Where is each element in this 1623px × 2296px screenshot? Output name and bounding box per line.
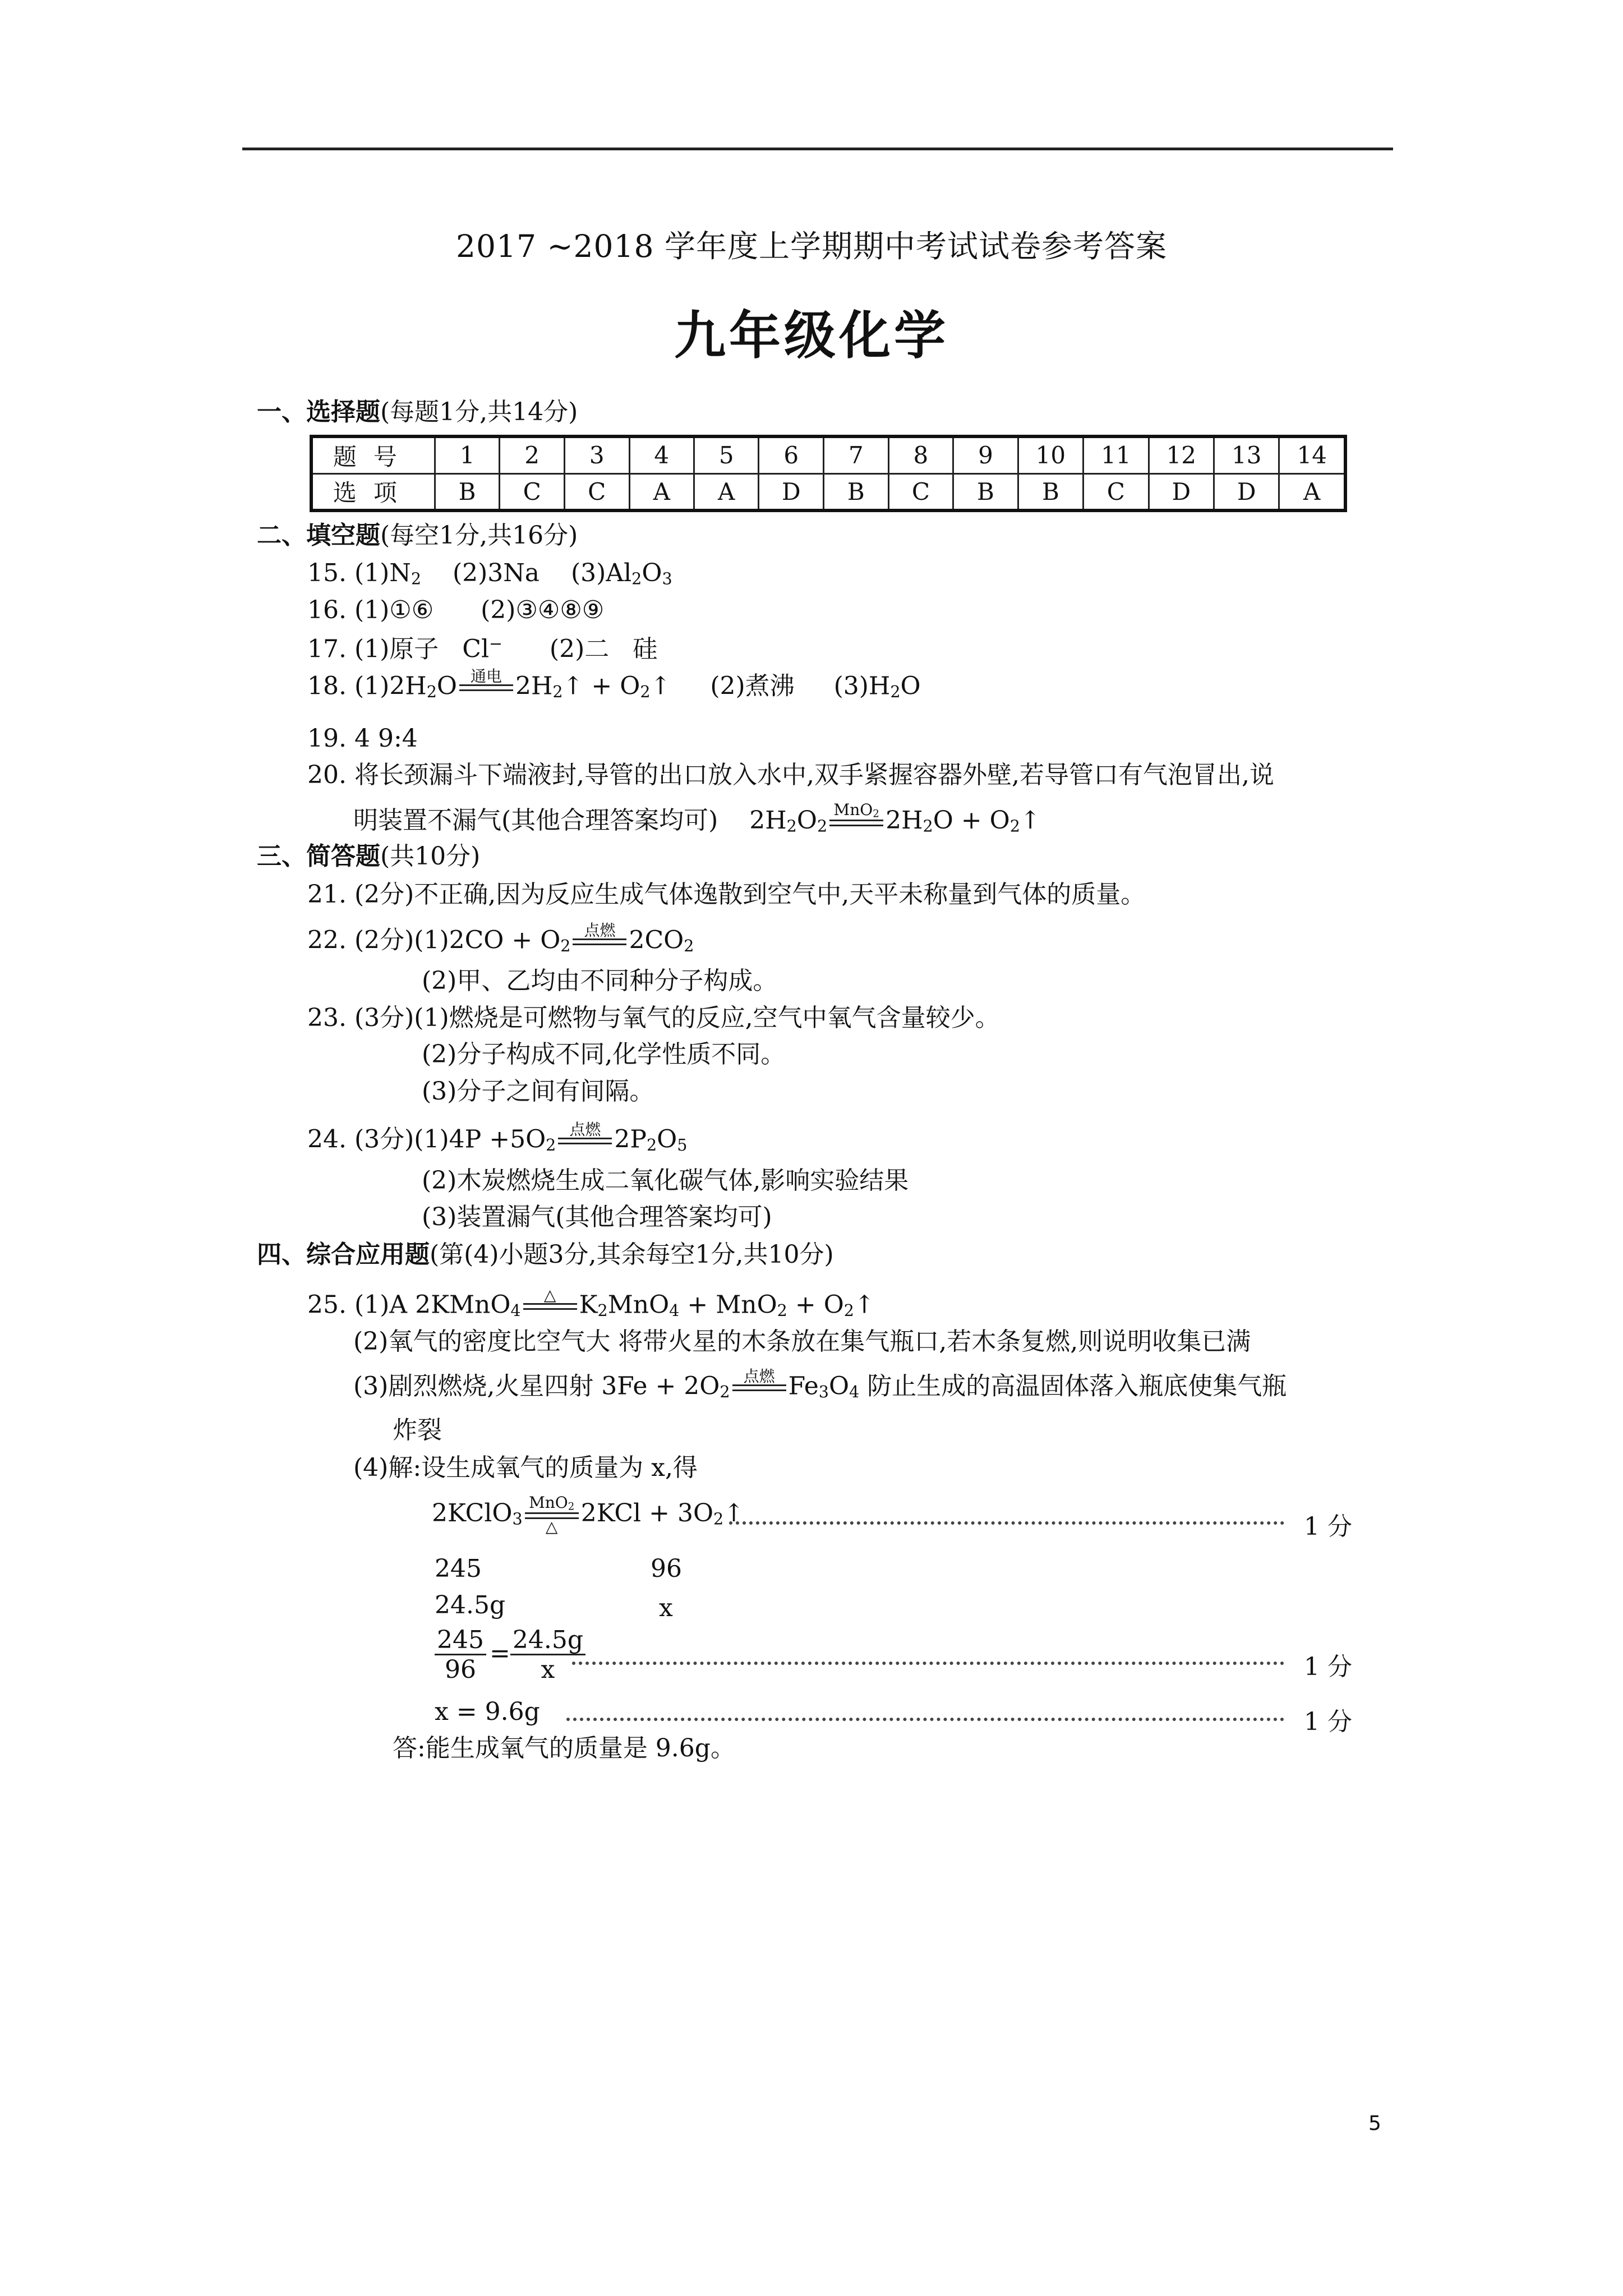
section-2-heading: 二、填空题(每空1分,共16分) [257,521,578,550]
question-24: 24. (3分)$(1)4P +5O_2$ 点燃 $2P_2O_5$ [307,1122,687,1160]
question-23: 23. (3分)(1)燃烧是可燃物与氧气的反应,空气中氧气含量较少。 [307,1004,1000,1032]
row-label-answer: 选项 [311,473,435,510]
reaction-arrow: 点燃 [558,1122,612,1160]
final-answer: 答:能生成氧气的质量是 9.6g。 [393,1734,735,1763]
table-cell: B [824,473,889,510]
question-20-line-2: 明装置不漏气(其他合理答案均可) $2H_2O_2$ MnO$_2$ $2H_2O$ + $O_2↑$ [353,802,1041,842]
table-cell: B [1018,473,1083,510]
reaction-arrow: 通电 [459,669,513,707]
question-25-part-3: (3)剧烈燃烧,火星四射 $3Fe + 2O_2$ 点燃 $Fe_3O_4$ 防止生成的高温固体落入瓶底使集气瓶 [353,1369,1287,1407]
question-22-part-2: (2)甲、乙均由不同种分子构成。 [422,967,778,995]
molar-mass-2: 96 [651,1554,682,1583]
given-mass: 24.5g [435,1591,506,1619]
question-18: 18. $(1)2H_2O$ 通电 $2H_2↑$ + $O_2↑$ (2)煮沸 $(3)H_2O$ [307,669,921,707]
question-17: 17. (1)原子 Cl− (2)二 硅 [307,634,658,664]
document-title: 2017 ~2018 学年度上学期期中考试试卷参考答案 [456,228,1167,264]
table-cell: 10 [1018,436,1083,473]
question-23-part-3: (3)分子之间有间隔。 [422,1077,654,1106]
question-24-part-2: (2)木炭燃烧生成二氧化碳气体,影响实验结果 [422,1166,909,1195]
question-15: 15. $(1)N_2$ (2)3Na $(3)Al_2O_3$ [307,559,672,588]
reaction-arrow: 点燃 [732,1369,786,1407]
table-cell: 9 [953,436,1018,473]
dot-leader [566,1718,1284,1721]
table-cell: 13 [1214,436,1279,473]
reaction-arrow: MnO$_2$ △ [525,1495,579,1535]
question-24-part-3: (3)装置漏气(其他合理答案均可) [422,1203,772,1231]
section-3-heading: 三、简答题(共10分) [257,842,481,871]
proportion-equation: $\frac{245}{96}$ = $\frac{24.5g}{x}$ [435,1628,589,1682]
section-4-heading: 四、综合应用题(第(4)小题3分,其余每空1分,共10分) [257,1240,834,1269]
equation-kclo3: 2KClO$_3$ MnO$_2$ △ $2KCl + 3O_2↑$ [432,1493,745,1536]
section-1-heading: 一、选择题(每题1分,共14分) [257,398,578,426]
table-cell: B [435,473,500,510]
question-21: 21. (2分)不正确,因为反应生成气体逸散到空气中,天平未称量到气体的质量。 [307,880,1146,909]
top-rule [242,148,1393,150]
page-number: 5 [1368,2112,1381,2135]
table-cell: A [1279,473,1345,510]
table-cell: 11 [1083,436,1149,473]
molar-mass-1: 245 [435,1554,482,1583]
subject-title: 九年级化学 [674,305,949,366]
table-cell: D [1214,473,1279,510]
table-cell: D [1149,473,1214,510]
table-cell: 2 [500,436,565,473]
table-cell: 1 [435,436,500,473]
score-mark: 1 分 [1304,1708,1352,1736]
question-22: 22. (2分)$(1)2CO + O_2$ 点燃 $2CO_2$ [307,923,694,961]
dot-leader [729,1521,1284,1525]
table-cell: 8 [888,436,953,473]
question-25-part-1: 25. (1)A 2KMnO$_4$ △ $K_2MnO_4 + MnO_2$ + $O_2↑$ [307,1287,875,1326]
table-cell: C [564,473,629,510]
question-25-part-4: (4)解:设生成氧气的质量为 x,得 [353,1453,698,1482]
table-cell: 7 [824,436,889,473]
table-cell: A [694,473,758,510]
reaction-arrow: 点燃 [573,923,626,961]
answer-table [310,435,1347,512]
table-cell: A [629,473,694,510]
question-20-line-1: 20. 将长颈漏斗下端液封,导管的出口放入水中,双手紧握容器外壁,若导管口有气泡冒出,说 [307,761,1274,789]
table-cell: C [500,473,565,510]
question-23-part-2: (2)分子构成不同,化学性质不同。 [422,1040,786,1069]
table-row-answers [311,473,1345,510]
reaction-arrow: △ [523,1287,577,1326]
reaction-arrow: MnO$_2$ [829,802,883,842]
question-16: 16. (1)①⑥ (2)③④⑧⑨ [307,596,605,624]
dot-leader [572,1662,1284,1665]
table-cell: 5 [694,436,758,473]
table-cell: 6 [759,436,824,473]
table-cell: 12 [1149,436,1214,473]
table-cell: D [759,473,824,510]
table-cell: C [1083,473,1149,510]
question-19: 19. 4 9:4 [307,724,418,753]
table-row-numbers [311,436,1345,473]
table-cell: C [888,473,953,510]
table-cell: 4 [629,436,694,473]
question-25-part-3-line-2: 炸裂 [393,1416,442,1444]
result-line: x = 9.6g [435,1697,540,1726]
score-mark: 1 分 [1304,1653,1352,1681]
table-cell: B [953,473,1018,510]
table-cell: 3 [564,436,629,473]
score-mark: 1 分 [1304,1512,1352,1541]
table-cell: 14 [1279,436,1345,473]
row-label-number: 题号 [311,436,435,473]
question-25-part-2: (2)氧气的密度比空气大 将带火星的木条放在集气瓶口,若木条复燃,则说明收集已满 [353,1327,1251,1356]
unknown-mass: x [659,1594,673,1622]
